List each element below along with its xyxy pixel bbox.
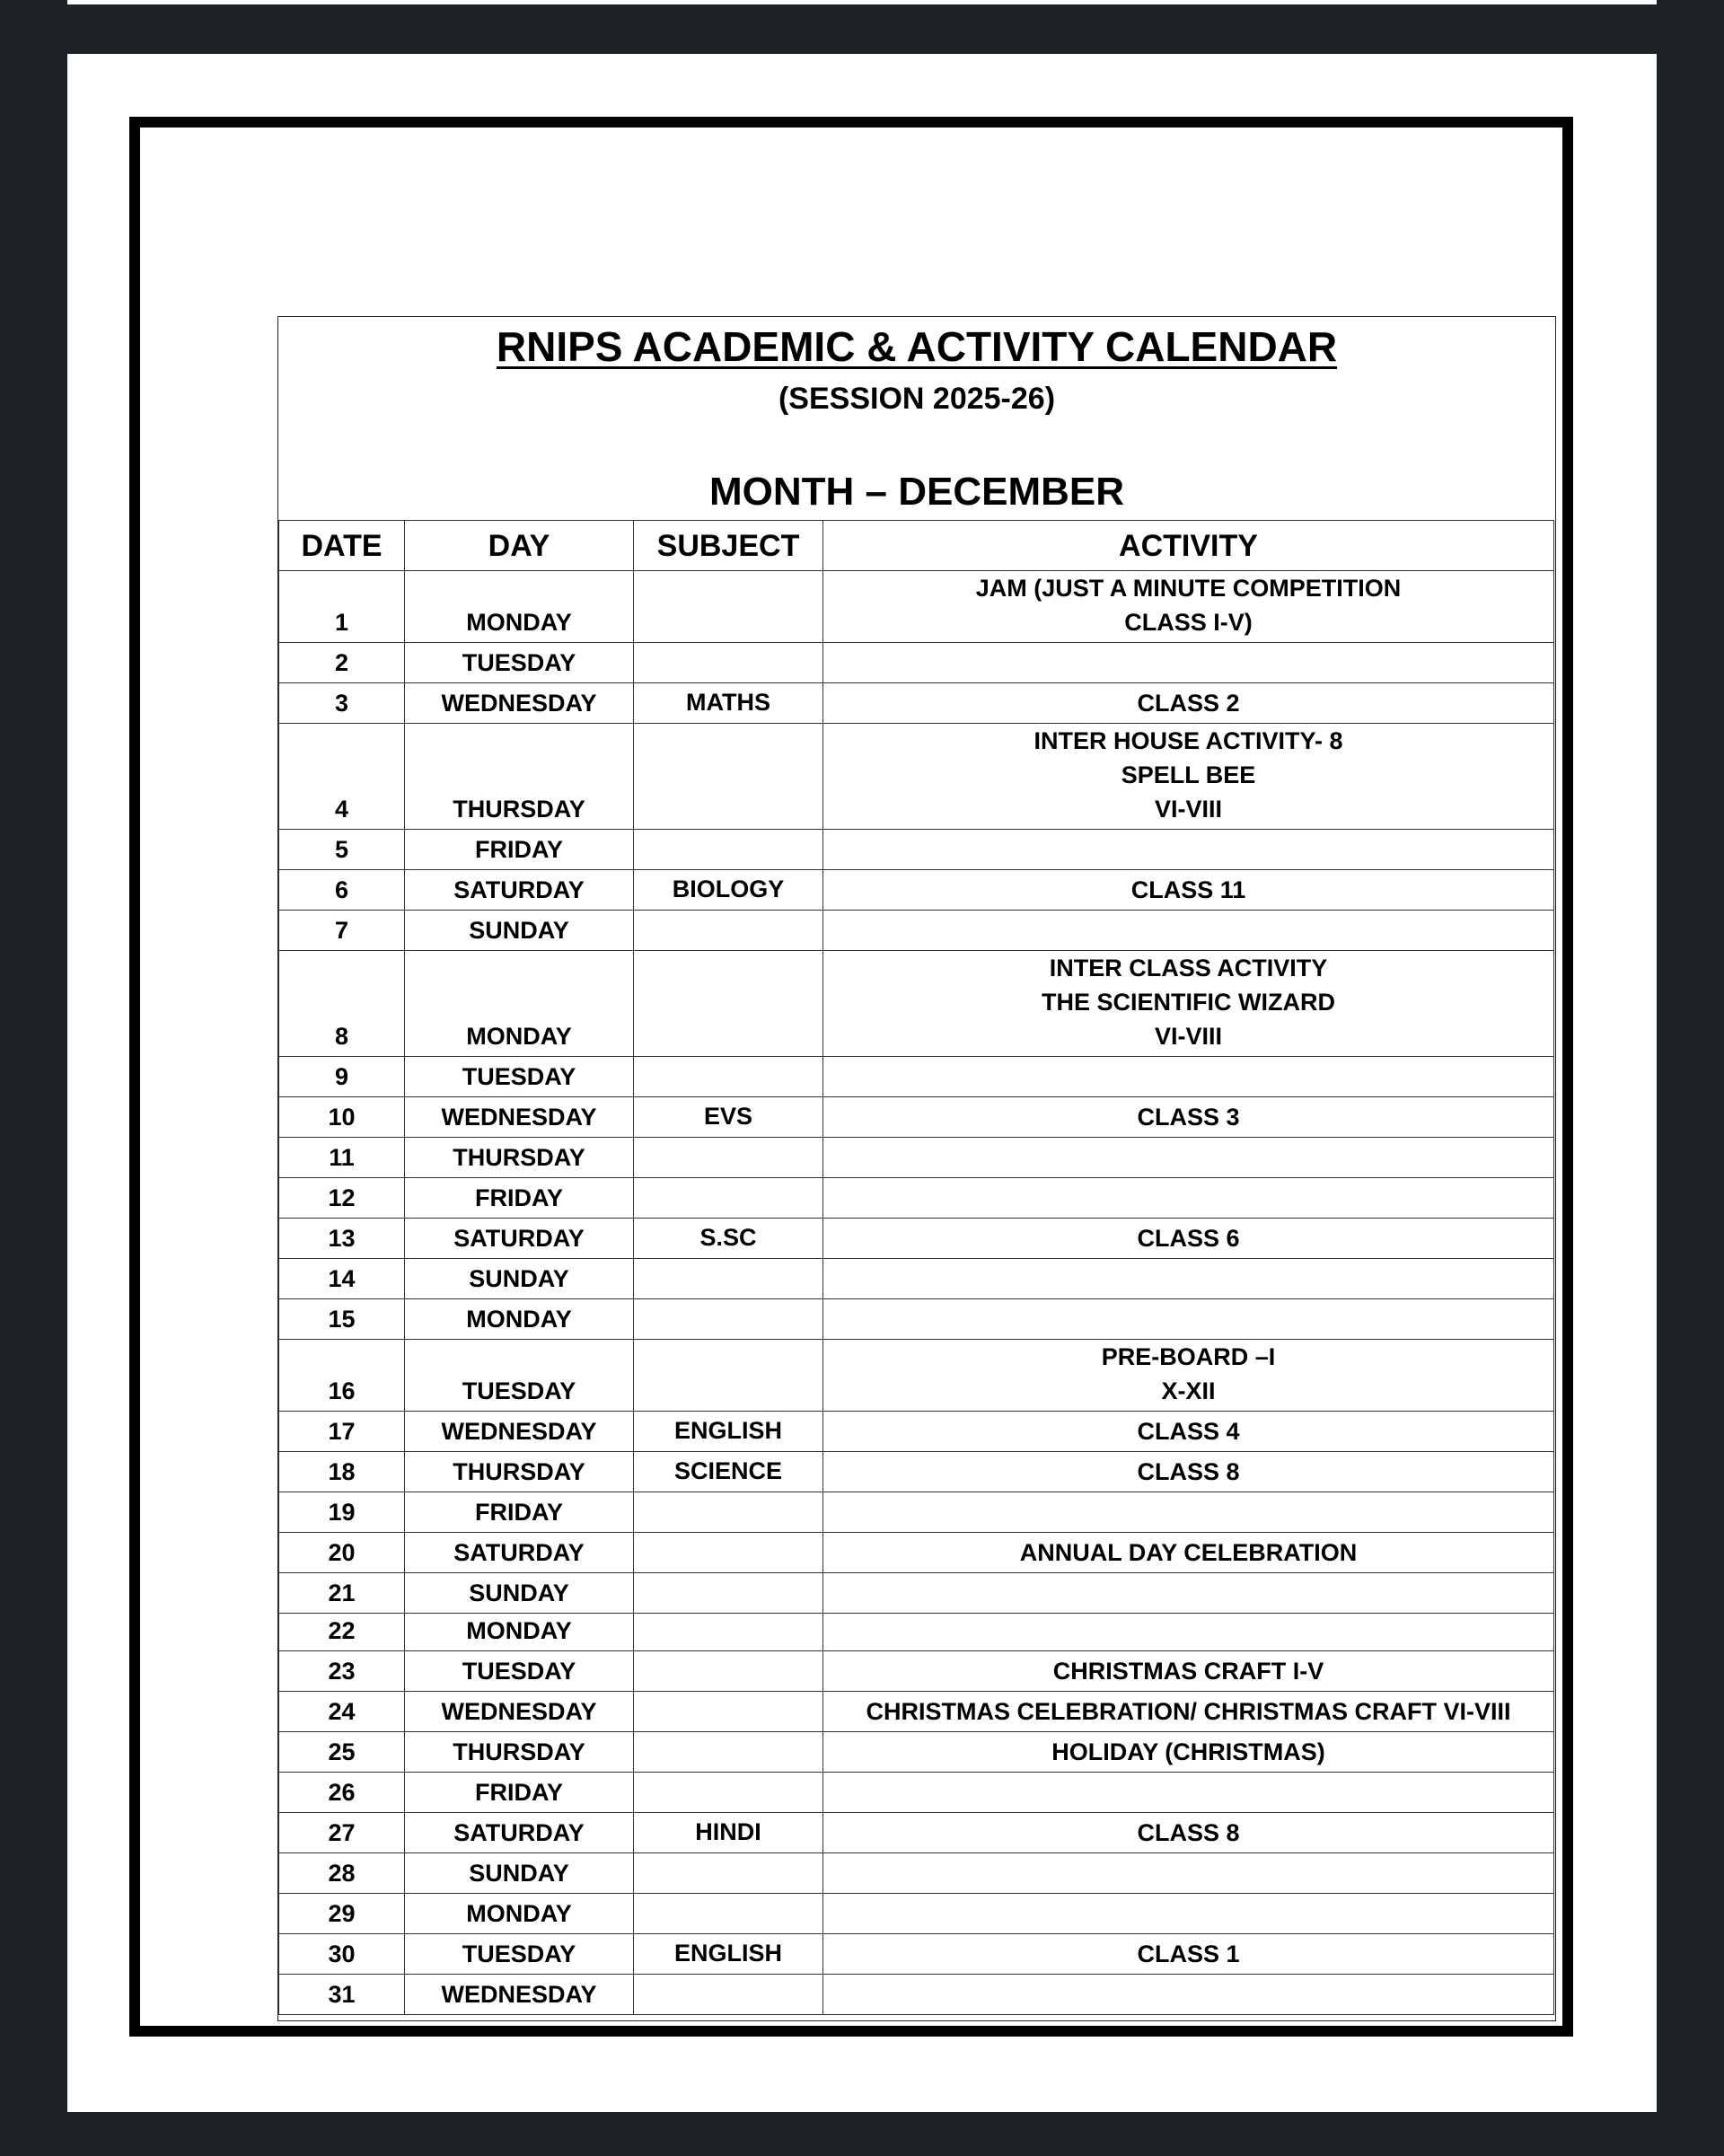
day-cell: THURSDAY <box>405 1452 634 1492</box>
activity-cell <box>823 1651 1554 1692</box>
activity-cell <box>823 1934 1554 1975</box>
day-cell: WEDNESDAY <box>405 1692 634 1732</box>
session-label: (SESSION 2025-26) <box>778 382 1056 416</box>
table-row <box>279 1259 1554 1299</box>
date-cell: 8 <box>279 951 405 1057</box>
table-row <box>279 1853 1554 1894</box>
day-cell: MONDAY <box>405 1894 634 1934</box>
activity-cell <box>823 1138 1554 1178</box>
subject-cell <box>634 1138 823 1178</box>
date-cell: 5 <box>279 830 405 870</box>
table-row <box>279 1138 1554 1178</box>
subject-cell <box>634 1492 823 1533</box>
outer-border-frame <box>129 117 1573 2037</box>
activity-line: CLASS 3 <box>1137 1104 1240 1131</box>
table-row <box>279 1533 1554 1573</box>
table-row <box>279 1219 1554 1259</box>
date-cell: 3 <box>279 683 405 724</box>
document-page <box>67 54 1657 2112</box>
activity-line: ANNUAL DAY CELEBRATION <box>1019 1539 1358 1566</box>
table-row <box>279 1299 1554 1340</box>
subject-cell <box>634 571 823 643</box>
subject-cell <box>634 830 823 870</box>
table-row <box>279 1651 1554 1692</box>
subject-column-header: SUBJECT <box>634 521 823 571</box>
day-cell: WEDNESDAY <box>405 1975 634 2015</box>
table-row <box>279 724 1554 830</box>
date-cell: 27 <box>279 1813 405 1853</box>
day-cell: SUNDAY <box>405 1853 634 1894</box>
day-cell: FRIDAY <box>405 1492 634 1533</box>
activity-cell <box>823 870 1554 911</box>
activity-line: JAM (JUST A MINUTE COMPETITION <box>975 575 1402 602</box>
date-cell: 2 <box>279 643 405 683</box>
subject-cell <box>634 1692 823 1732</box>
activity-line: CLASS 11 <box>1130 876 1246 903</box>
day-cell: WEDNESDAY <box>405 1097 634 1138</box>
calendar-body <box>279 571 1554 2015</box>
date-cell: 22 <box>279 1614 405 1651</box>
date-cell: 16 <box>279 1340 405 1412</box>
activity-line: CLASS 4 <box>1137 1418 1240 1445</box>
day-cell: SATURDAY <box>405 1813 634 1853</box>
subject-cell <box>634 1057 823 1097</box>
date-cell: 4 <box>279 724 405 830</box>
table-row <box>279 1452 1554 1492</box>
subject-cell: ENGLISH <box>634 1412 823 1452</box>
activity-line: SPELL BEE <box>1121 761 1256 788</box>
activity-cell <box>823 643 1554 683</box>
activity-cell <box>823 1340 1554 1412</box>
activity-cell <box>823 1492 1554 1533</box>
subject-cell <box>634 643 823 683</box>
activity-line: INTER HOUSE ACTIVITY- 8 <box>1034 727 1343 754</box>
table-row <box>279 1975 1554 2015</box>
subject-cell <box>634 1178 823 1219</box>
date-cell: 7 <box>279 911 405 951</box>
table-row <box>279 1097 1554 1138</box>
subject-cell: BIOLOGY <box>634 870 823 911</box>
date-cell: 20 <box>279 1533 405 1573</box>
calendar-sheet <box>277 316 1556 2021</box>
activity-cell <box>823 1299 1554 1340</box>
date-cell: 18 <box>279 1452 405 1492</box>
activity-cell <box>823 1259 1554 1299</box>
date-cell: 23 <box>279 1651 405 1692</box>
subject-cell <box>634 1259 823 1299</box>
table-row <box>279 1934 1554 1975</box>
calendar-title: RNIPS ACADEMIC & ACTIVITY CALENDAR <box>496 323 1338 370</box>
activity-line: VI-VIII <box>1154 1023 1222 1050</box>
subject-cell <box>634 951 823 1057</box>
activity-line: CHRISTMAS CRAFT I-V <box>1052 1658 1324 1685</box>
day-cell: MONDAY <box>405 951 634 1057</box>
table-row <box>279 830 1554 870</box>
activity-cell <box>823 1853 1554 1894</box>
activity-cell <box>823 1452 1554 1492</box>
activity-cell <box>823 1614 1554 1651</box>
activity-cell <box>823 1692 1554 1732</box>
subject-cell <box>634 1975 823 2015</box>
day-cell: FRIDAY <box>405 1773 634 1813</box>
subject-cell <box>634 1894 823 1934</box>
activity-cell <box>823 1178 1554 1219</box>
date-cell: 28 <box>279 1853 405 1894</box>
table-row <box>279 951 1554 1057</box>
activity-cell <box>823 911 1554 951</box>
activity-line: CLASS 2 <box>1137 690 1240 717</box>
activity-cell <box>823 951 1554 1057</box>
day-cell: SUNDAY <box>405 1573 634 1614</box>
date-cell: 14 <box>279 1259 405 1299</box>
day-cell: TUESDAY <box>405 1057 634 1097</box>
header-row <box>279 521 1554 571</box>
day-cell: TUESDAY <box>405 1340 634 1412</box>
table-row <box>279 1573 1554 1614</box>
date-cell: 13 <box>279 1219 405 1259</box>
day-cell: WEDNESDAY <box>405 683 634 724</box>
day-cell: MONDAY <box>405 571 634 643</box>
subject-cell: ENGLISH <box>634 1934 823 1975</box>
date-cell: 15 <box>279 1299 405 1340</box>
subject-cell: MATHS <box>634 683 823 724</box>
date-cell: 30 <box>279 1934 405 1975</box>
subject-cell <box>634 911 823 951</box>
activity-cell <box>823 1057 1554 1097</box>
subject-cell: EVS <box>634 1097 823 1138</box>
activity-line: CHRISTMAS CELEBRATION/ CHRISTMAS CRAFT VI-VIII <box>866 1698 1511 1725</box>
activity-cell <box>823 1533 1554 1573</box>
activity-line: PRE-BOARD –I <box>1101 1343 1276 1370</box>
day-cell: THURSDAY <box>405 1138 634 1178</box>
day-cell: WEDNESDAY <box>405 1412 634 1452</box>
activity-line: INTER CLASS ACTIVITY <box>1049 955 1328 981</box>
activity-line: CLASS 6 <box>1137 1225 1240 1252</box>
day-cell: THURSDAY <box>405 1732 634 1773</box>
subject-cell <box>634 1614 823 1651</box>
calendar-heading <box>278 317 1555 520</box>
date-cell: 26 <box>279 1773 405 1813</box>
activity-line: CLASS 8 <box>1137 1458 1240 1485</box>
subject-cell <box>634 1773 823 1813</box>
activity-line: CLASS 8 <box>1137 1819 1240 1846</box>
date-cell: 11 <box>279 1138 405 1178</box>
table-row <box>279 870 1554 911</box>
activity-cell <box>823 1894 1554 1934</box>
day-cell: FRIDAY <box>405 1178 634 1219</box>
date-cell: 9 <box>279 1057 405 1097</box>
activity-line: X-XII <box>1161 1377 1216 1404</box>
activity-cell <box>823 571 1554 643</box>
month-label: MONTH – DECEMBER <box>708 470 1125 514</box>
day-cell: SUNDAY <box>405 1259 634 1299</box>
activity-cell <box>823 830 1554 870</box>
table-row <box>279 1057 1554 1097</box>
activity-cell <box>823 1975 1554 2015</box>
subject-cell <box>634 724 823 830</box>
date-cell: 31 <box>279 1975 405 2015</box>
table-row <box>279 1412 1554 1452</box>
date-cell: 10 <box>279 1097 405 1138</box>
table-row <box>279 1894 1554 1934</box>
day-cell: SATURDAY <box>405 870 634 911</box>
subject-cell <box>634 1853 823 1894</box>
date-cell: 1 <box>279 571 405 643</box>
day-cell: TUESDAY <box>405 1934 634 1975</box>
subject-cell: SCIENCE <box>634 1452 823 1492</box>
activity-cell <box>823 1219 1554 1259</box>
activity-line: THE SCIENTIFIC WIZARD <box>1042 989 1335 1016</box>
day-cell: FRIDAY <box>405 830 634 870</box>
table-row <box>279 1492 1554 1533</box>
table-row <box>279 1178 1554 1219</box>
activity-line: CLASS 1 <box>1137 1940 1240 1967</box>
activity-column-header: ACTIVITY <box>823 521 1554 571</box>
subject-cell: HINDI <box>634 1813 823 1853</box>
activity-cell <box>823 1773 1554 1813</box>
table-row <box>279 683 1554 724</box>
activity-cell <box>823 683 1554 724</box>
activity-line: HOLIDAY (CHRISTMAS) <box>1051 1738 1325 1765</box>
date-cell: 29 <box>279 1894 405 1934</box>
day-cell: THURSDAY <box>405 724 634 830</box>
calendar-table <box>278 520 1554 2015</box>
day-cell: SATURDAY <box>405 1533 634 1573</box>
activity-cell <box>823 1573 1554 1614</box>
activity-line: CLASS I-V) <box>1124 609 1253 636</box>
day-cell: TUESDAY <box>405 1651 634 1692</box>
date-column-header: DATE <box>279 521 405 571</box>
day-cell: MONDAY <box>405 1614 634 1651</box>
subject-cell <box>634 1573 823 1614</box>
table-row <box>279 911 1554 951</box>
activity-line: VI-VIII <box>1154 796 1222 823</box>
day-cell: TUESDAY <box>405 643 634 683</box>
date-cell: 19 <box>279 1492 405 1533</box>
page-above-edge <box>67 0 1657 4</box>
date-cell: 17 <box>279 1412 405 1452</box>
table-row <box>279 1692 1554 1732</box>
activity-cell <box>823 1813 1554 1853</box>
day-column-header: DAY <box>405 521 634 571</box>
subject-cell: S.SC <box>634 1219 823 1259</box>
day-cell: SATURDAY <box>405 1219 634 1259</box>
date-cell: 24 <box>279 1692 405 1732</box>
table-row <box>279 1732 1554 1773</box>
subject-cell <box>634 1732 823 1773</box>
table-row <box>279 1340 1554 1412</box>
table-row <box>279 571 1554 643</box>
table-row <box>279 1813 1554 1853</box>
subject-cell <box>634 1533 823 1573</box>
activity-cell <box>823 1412 1554 1452</box>
table-row <box>279 643 1554 683</box>
activity-cell <box>823 1097 1554 1138</box>
date-cell: 6 <box>279 870 405 911</box>
day-cell: MONDAY <box>405 1299 634 1340</box>
date-cell: 25 <box>279 1732 405 1773</box>
subject-cell <box>634 1340 823 1412</box>
date-cell: 21 <box>279 1573 405 1614</box>
activity-cell <box>823 1732 1554 1773</box>
activity-cell <box>823 724 1554 830</box>
day-cell: SUNDAY <box>405 911 634 951</box>
table-row <box>279 1773 1554 1813</box>
subject-cell <box>634 1651 823 1692</box>
table-row <box>279 1614 1554 1651</box>
date-cell: 12 <box>279 1178 405 1219</box>
subject-cell <box>634 1299 823 1340</box>
